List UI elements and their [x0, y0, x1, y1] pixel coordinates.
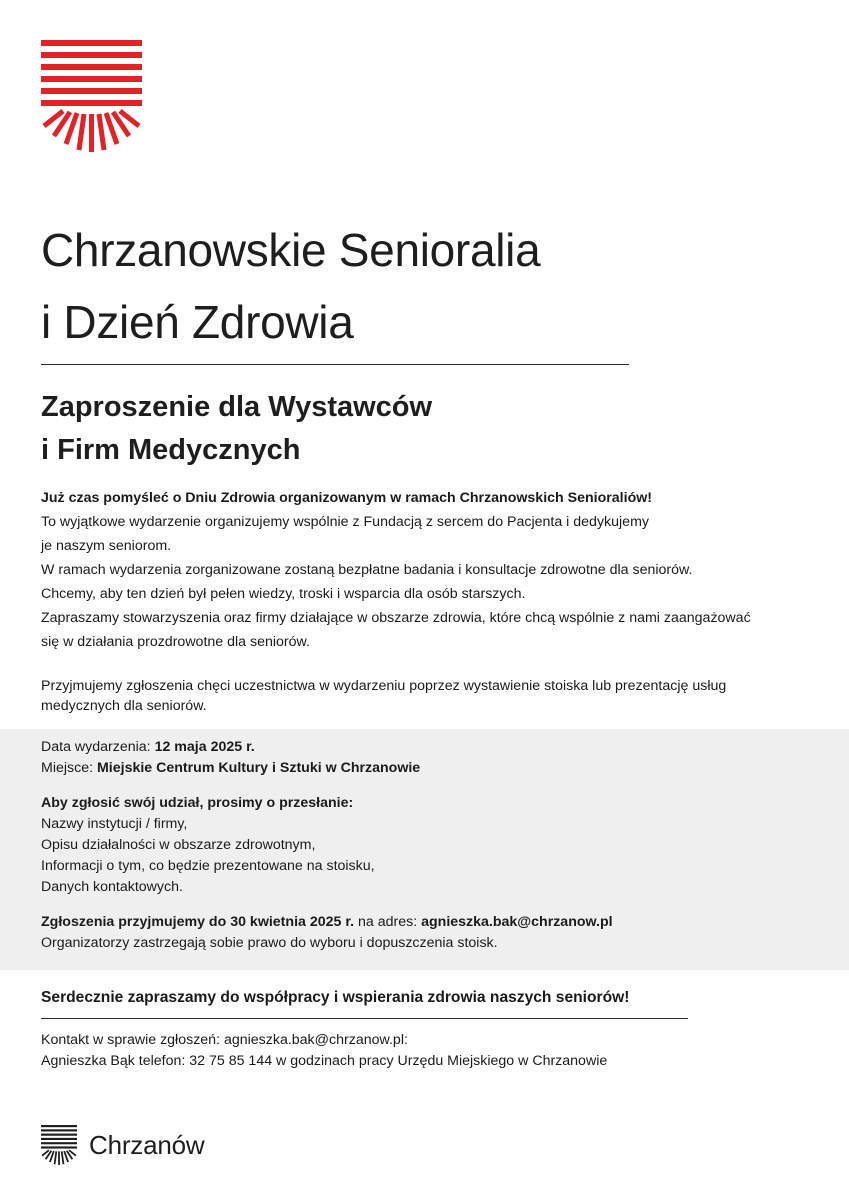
contact-line-1: Kontakt w sprawie zgłoszeń: agnieszka.bak@chrzanow.pl: [41, 1032, 408, 1048]
closing-divider [41, 1018, 688, 1019]
footer-logo [41, 1124, 204, 1166]
event-date-label: Data wydarzenia: [41, 739, 155, 755]
deadline-line [41, 912, 831, 933]
contact-line-2: Agnieszka Bąk telefon: 32 75 85 144 w godzinach pracy Urzędu Miejskiego w Chrzanowie [41, 1053, 608, 1069]
deadline-middle: na adres: [354, 914, 422, 930]
intro-line: W ramach wydarzenia zorganizowane zostaną bezpłatne badania i konsultacje zdrowotne dla seniorów. [41, 562, 693, 578]
intro-line: je naszym seniorom. [41, 538, 172, 554]
closing-statement: Serdecznie zapraszamy do współpracy i wspierania zdrowia naszych seniorów! [41, 989, 630, 1006]
event-details [41, 737, 831, 954]
requirement-item: Opisu działalności w obszarze zdrowotnym, [41, 837, 316, 853]
subtitle [41, 386, 432, 472]
intro-section [41, 486, 831, 654]
page-title [41, 214, 540, 358]
sun-stripes-icon [41, 40, 142, 152]
requirement-item: Nazwy instytucji / firmy, [41, 816, 188, 832]
intro-line: To wyjątkowe wydarzenie organizujemy wspólnie z Fundacją z sercem do Pacjenta i dedykujemy [41, 514, 649, 530]
contact-section [41, 1030, 831, 1072]
participation-line-1: Przyjmujemy zgłoszenia chęci uczestnictwa w wydarzeniu poprzez wystawienie stoiska lub prezentację usług [41, 678, 727, 694]
event-date-value: 12 maja 2025 r. [154, 739, 255, 755]
requirement-item: Danych kontaktowych. [41, 879, 183, 895]
event-date [41, 737, 831, 758]
intro-line: Chcemy, aby ten dzień był pełen wiedzy, troski i wsparcia dla osób starszych. [41, 586, 526, 602]
deadline-email: agnieszka.bak@chrzanow.pl [421, 914, 613, 930]
deadline-note: Organizatorzy zastrzegają sobie prawo do wyboru i dopuszczenia stoisk. [41, 935, 498, 951]
participation-line-2: medycznych dla seniorów. [41, 698, 207, 714]
event-place-label: Miejsce: [41, 760, 97, 776]
event-place [41, 758, 831, 779]
title-line-2: i Dzień Zdrowia [41, 296, 354, 348]
requirement-item: Informacji o tym, co będzie prezentowane na stoisku, [41, 858, 375, 874]
intro-line: Zapraszamy stowarzyszenia oraz firmy działające w obszarze zdrowia, które chcą wspólnie z nami zaangażować [41, 610, 751, 626]
event-place-value: Miejskie Centrum Kultury i Sztuki w Chrzanowie [96, 760, 421, 776]
requirements-heading: Aby zgłosić swój udział, prosimy o przesłanie: [41, 795, 354, 811]
sun-stripes-icon [41, 1124, 77, 1166]
deadline-date: Zgłoszenia przyjmujemy do 30 kwietnia 2025 r. [41, 914, 355, 930]
title-divider [41, 364, 629, 365]
footer-brand-name: Chrzanów [89, 1130, 205, 1160]
subtitle-line-2: i Firm Medycznych [41, 434, 301, 466]
participation-section [41, 676, 821, 716]
title-line-1: Chrzanowskie Senioralia [41, 224, 541, 276]
intro-lead: Już czas pomyśleć o Dniu Zdrowia organizowanym w ramach Chrzanowskich Senioraliów! [41, 490, 652, 506]
intro-line: się w działania prozdrowotne dla seniorów. [41, 634, 310, 650]
subtitle-line-1: Zaproszenie dla Wystawców [41, 391, 433, 423]
